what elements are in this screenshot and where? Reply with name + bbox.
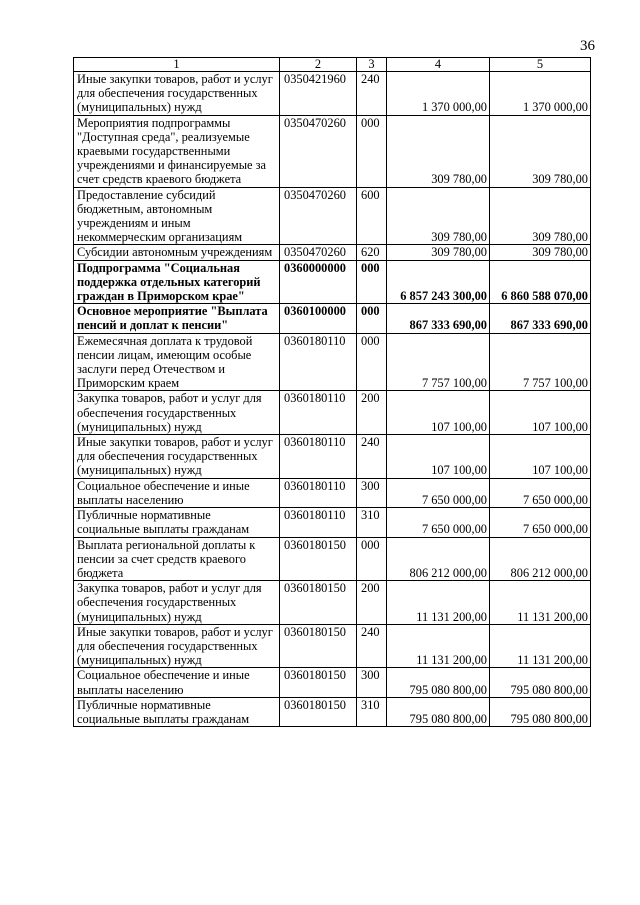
table-row — [74, 245, 591, 260]
header-row — [74, 58, 591, 72]
row-code-cell: 0350470260 — [280, 187, 357, 245]
row-name-cell: Иные закупки товаров, работ и услуг для обеспечения государственных (муниципальных) нужд — [74, 624, 280, 668]
row-code-cell: 0350421960 — [280, 72, 357, 116]
row-name-cell: Социальное обеспечение и иные выплаты населению — [74, 668, 280, 697]
row-code-cell: 0350470260 — [280, 115, 357, 187]
row-name-cell: Мероприятия подпрограммы "Доступная среда", реализуемые краевыми государственными учреждениями и финансируемые за счет средств краевого бюджета — [74, 115, 280, 187]
row-value-year2-cell: 11 131 200,00 — [490, 624, 591, 668]
row-value-year1-cell: 107 100,00 — [387, 391, 490, 435]
row-value-year2-cell: 309 780,00 — [490, 115, 591, 187]
table-row — [74, 581, 591, 625]
table-row — [74, 260, 591, 304]
row-kvr-cell: 200 — [357, 391, 387, 435]
table-row — [74, 537, 591, 581]
row-value-year2-cell: 11 131 200,00 — [490, 581, 591, 625]
row-kvr-cell: 200 — [357, 581, 387, 625]
row-kvr-cell: 300 — [357, 668, 387, 697]
table-row — [74, 508, 591, 537]
row-value-year2-cell: 7 650 000,00 — [490, 508, 591, 537]
row-kvr-cell: 240 — [357, 624, 387, 668]
table-row — [74, 624, 591, 668]
row-kvr-cell: 000 — [357, 537, 387, 581]
row-value-year2-cell: 1 370 000,00 — [490, 72, 591, 116]
header-col-5: 5 — [490, 58, 591, 72]
table-row — [74, 304, 591, 333]
row-code-cell: 0350470260 — [280, 245, 357, 260]
row-value-year1-cell: 806 212 000,00 — [387, 537, 490, 581]
row-name-cell: Выплата региональной доплаты к пенсии за счет средств краевого бюджета — [74, 537, 280, 581]
table-row — [74, 333, 591, 391]
row-value-year1-cell: 309 780,00 — [387, 245, 490, 260]
table-row — [74, 115, 591, 187]
row-name-cell: Иные закупки товаров, работ и услуг для обеспечения государственных (муниципальных) нужд — [74, 435, 280, 479]
row-name-cell: Закупка товаров, работ и услуг для обеспечения государственных (муниципальных) нужд — [74, 581, 280, 625]
row-value-year1-cell: 309 780,00 — [387, 187, 490, 245]
header-col-4: 4 — [387, 58, 490, 72]
table-row — [74, 72, 591, 116]
row-value-year2-cell: 309 780,00 — [490, 245, 591, 260]
row-value-year2-cell: 6 860 588 070,00 — [490, 260, 591, 304]
table-row — [74, 668, 591, 697]
header-col-3: 3 — [357, 58, 387, 72]
row-value-year1-cell: 11 131 200,00 — [387, 581, 490, 625]
row-value-year2-cell: 309 780,00 — [490, 187, 591, 245]
table-row — [74, 435, 591, 479]
row-value-year1-cell: 309 780,00 — [387, 115, 490, 187]
table-row — [74, 391, 591, 435]
row-name-cell: Подпрограмма "Социальная поддержка отдельных категорий граждан в Приморском крае" — [74, 260, 280, 304]
row-value-year1-cell: 7 650 000,00 — [387, 478, 490, 507]
row-code-cell: 0360180110 — [280, 391, 357, 435]
row-name-cell: Закупка товаров, работ и услуг для обеспечения государственных (муниципальных) нужд — [74, 391, 280, 435]
row-name-cell: Субсидии автономным учреждениям — [74, 245, 280, 260]
row-name-cell: Ежемесячная доплата к трудовой пенсии лицам, имеющим особые заслуги перед Отечеством и Приморским краем — [74, 333, 280, 391]
row-value-year2-cell: 806 212 000,00 — [490, 537, 591, 581]
row-kvr-cell: 000 — [357, 115, 387, 187]
budget-table — [73, 57, 591, 727]
row-name-cell: Основное мероприятие "Выплата пенсий и доплат к пенсии" — [74, 304, 280, 333]
row-code-cell: 0360180110 — [280, 508, 357, 537]
row-code-cell: 0360000000 — [280, 260, 357, 304]
row-code-cell: 0360180150 — [280, 624, 357, 668]
row-name-cell: Иные закупки товаров, работ и услуг для обеспечения государственных (муниципальных) нужд — [74, 72, 280, 116]
row-value-year1-cell: 6 857 243 300,00 — [387, 260, 490, 304]
table-row — [74, 187, 591, 245]
row-kvr-cell: 300 — [357, 478, 387, 507]
row-kvr-cell: 620 — [357, 245, 387, 260]
row-value-year1-cell: 7 757 100,00 — [387, 333, 490, 391]
row-kvr-cell: 000 — [357, 260, 387, 304]
row-kvr-cell: 000 — [357, 304, 387, 333]
table-row — [74, 478, 591, 507]
row-value-year2-cell: 107 100,00 — [490, 435, 591, 479]
row-kvr-cell: 240 — [357, 435, 387, 479]
row-name-cell: Публичные нормативные социальные выплаты гражданам — [74, 508, 280, 537]
row-value-year1-cell: 7 650 000,00 — [387, 508, 490, 537]
row-value-year2-cell: 867 333 690,00 — [490, 304, 591, 333]
row-value-year1-cell: 867 333 690,00 — [387, 304, 490, 333]
row-value-year1-cell: 795 080 800,00 — [387, 697, 490, 726]
row-kvr-cell: 240 — [357, 72, 387, 116]
row-kvr-cell: 600 — [357, 187, 387, 245]
row-value-year1-cell: 107 100,00 — [387, 435, 490, 479]
row-name-cell: Предоставление субсидий бюджетным, автономным учреждениям и иным некоммерческим организациям — [74, 187, 280, 245]
row-value-year1-cell: 1 370 000,00 — [387, 72, 490, 116]
table-header — [74, 58, 591, 72]
row-code-cell: 0360100000 — [280, 304, 357, 333]
row-kvr-cell: 310 — [357, 697, 387, 726]
row-value-year2-cell: 7 650 000,00 — [490, 478, 591, 507]
header-col-2: 2 — [280, 58, 357, 72]
row-code-cell: 0360180110 — [280, 478, 357, 507]
row-code-cell: 0360180150 — [280, 581, 357, 625]
row-kvr-cell: 000 — [357, 333, 387, 391]
row-value-year2-cell: 795 080 800,00 — [490, 697, 591, 726]
row-name-cell: Публичные нормативные социальные выплаты гражданам — [74, 697, 280, 726]
row-code-cell: 0360180150 — [280, 537, 357, 581]
row-code-cell: 0360180150 — [280, 697, 357, 726]
row-value-year2-cell: 7 757 100,00 — [490, 333, 591, 391]
row-name-cell: Социальное обеспечение и иные выплаты населению — [74, 478, 280, 507]
table-row — [74, 697, 591, 726]
row-value-year1-cell: 11 131 200,00 — [387, 624, 490, 668]
row-code-cell: 0360180150 — [280, 668, 357, 697]
row-code-cell: 0360180110 — [280, 333, 357, 391]
row-value-year1-cell: 795 080 800,00 — [387, 668, 490, 697]
row-value-year2-cell: 795 080 800,00 — [490, 668, 591, 697]
row-value-year2-cell: 107 100,00 — [490, 391, 591, 435]
row-kvr-cell: 310 — [357, 508, 387, 537]
row-code-cell: 0360180110 — [280, 435, 357, 479]
page-number: 36 — [580, 38, 595, 54]
table-body — [74, 72, 591, 727]
header-col-1: 1 — [74, 58, 280, 72]
